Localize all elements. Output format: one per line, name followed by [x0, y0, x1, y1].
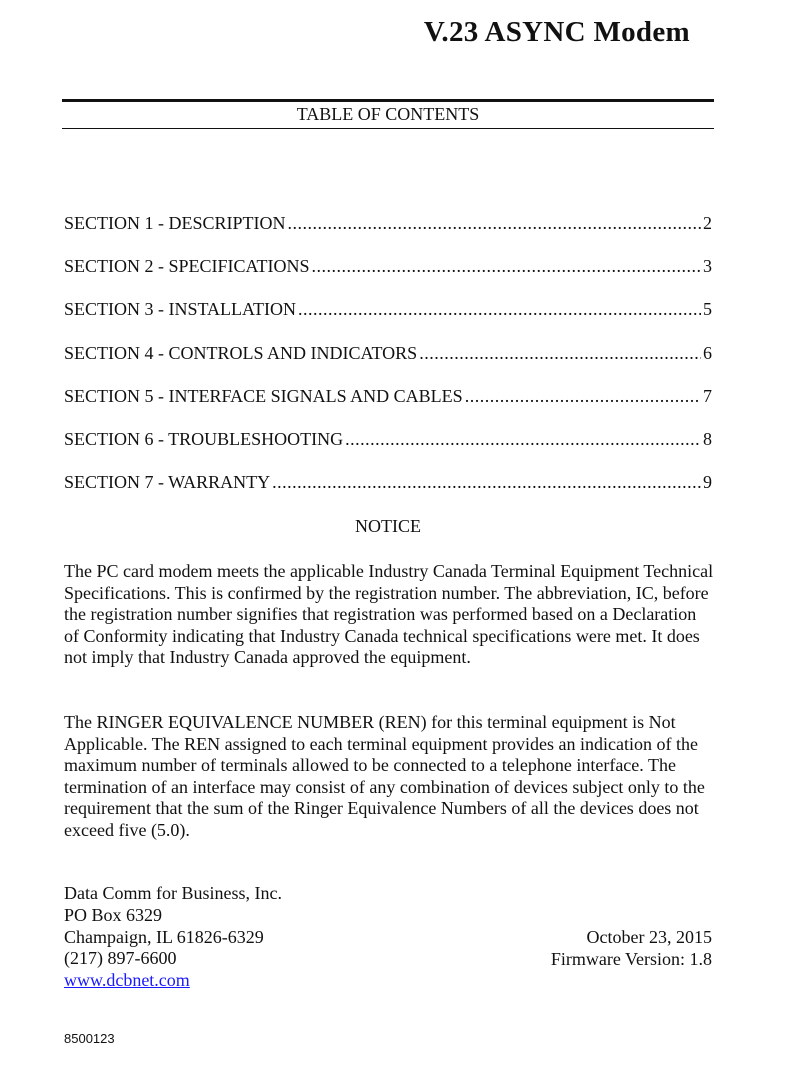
toc-entry-page: 6	[703, 342, 712, 363]
document-number: 8500123	[64, 1031, 115, 1046]
toc-entry-page: 5	[703, 299, 712, 320]
toc-dot-leader	[312, 256, 701, 277]
release-date: October 23, 2015	[586, 927, 712, 947]
toc-dot-leader	[345, 429, 701, 450]
company-phone: (217) 897-6600	[64, 948, 177, 969]
toc-entry-label: SECTION 2 - SPECIFICATIONS	[64, 256, 310, 277]
release-info	[551, 927, 712, 971]
toc-entry-section-5[interactable]	[64, 386, 712, 429]
table-of-contents	[64, 213, 712, 515]
ren-paragraph: The RINGER EQUIVALENCE NUMBER (REN) for this terminal equipment is Not Applicable. The REN assigned to each terminal equipment provides an indication of the maximum number of terminals allowed to be connected to a telephone interface. The termination of an interface may consist of any combination of devices subject only to the requirement that the sum of the Ringer Equivalence Numbers of all the devices does not exceed five (5.0).	[64, 712, 705, 840]
toc-entry-page: 7	[703, 385, 712, 406]
toc-entry-section-6[interactable]	[64, 429, 712, 472]
toc-dot-leader	[272, 472, 701, 493]
company-name: Data Comm for Business, Inc.	[64, 883, 282, 903]
toc-entry-section-7[interactable]	[64, 472, 712, 515]
toc-entry-page: 3	[703, 256, 712, 277]
toc-entry-section-2[interactable]	[64, 256, 712, 299]
toc-dot-leader	[465, 386, 701, 407]
toc-entry-page: 2	[703, 213, 712, 233]
toc-entry-label: SECTION 4 - CONTROLS AND INDICATORS	[64, 342, 418, 363]
company-po-box: PO Box 6329	[64, 904, 163, 925]
toc-entry-page: 8	[703, 428, 712, 449]
notice-heading: NOTICE	[355, 516, 421, 536]
toc-entry-label: SECTION 1 - DESCRIPTION	[64, 213, 286, 233]
toc-entry-section-3[interactable]	[64, 299, 712, 342]
toc-entry-label: SECTION 5 - INTERFACE SIGNALS AND CABLES	[64, 385, 463, 406]
toc-entry-label: SECTION 3 - INSTALLATION	[64, 299, 297, 320]
industry-canada-paragraph: The PC card modem meets the applicable Industry Canada Terminal Equipment Technical Specifications. This is confirmed by the registration number. The abbreviation, IC, before the registration number signifies that registration was performed based on a Declaration of Conformity indicating that Industry Canada technical specifications were met. It does not imply that Industry Canada approved the equipment.	[64, 561, 714, 668]
company-website-link[interactable]: www.dcbnet.com	[64, 970, 190, 991]
toc-heading-divider	[62, 128, 714, 129]
toc-entry-section-4[interactable]	[64, 343, 712, 386]
toc-dot-leader	[419, 343, 701, 364]
toc-entry-section-1[interactable]	[64, 213, 712, 256]
company-city: Champaign, IL 61826-6329	[64, 926, 264, 947]
firmware-version: Firmware Version: 1.8	[550, 948, 712, 969]
document-title: V.23 ASYNC Modem	[423, 16, 690, 48]
title-divider	[62, 99, 714, 102]
toc-entry-label: SECTION 6 - TROUBLESHOOTING	[64, 428, 344, 449]
toc-heading: TABLE OF CONTENTS	[296, 104, 480, 124]
toc-entry-page: 9	[703, 472, 712, 493]
toc-entry-label: SECTION 7 - WARRANTY	[64, 472, 271, 493]
toc-dot-leader	[298, 299, 701, 320]
toc-dot-leader	[288, 213, 701, 234]
company-address	[64, 883, 282, 992]
